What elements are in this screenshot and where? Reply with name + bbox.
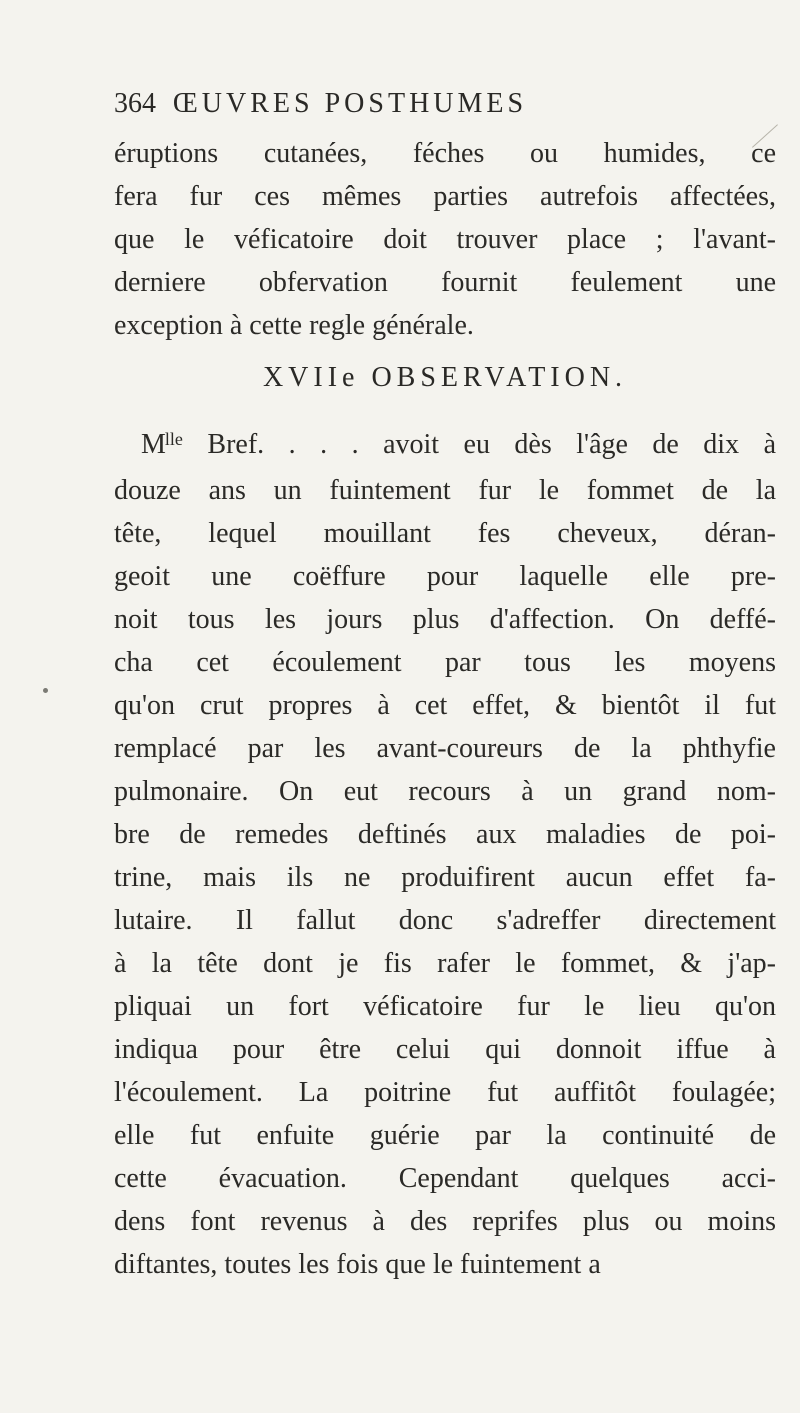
text-line: geoit une coëffure pour laquelle elle pre- — [114, 561, 776, 592]
opening-title: M — [141, 429, 166, 460]
running-title: ŒUVRES POSTHUMES — [172, 88, 528, 119]
text-line: remplacé par les avant-coureurs de la phthyfie — [114, 733, 776, 764]
text-line: bre de remedes deftinés aux maladies de poi- — [114, 819, 776, 850]
text-line: l'écoulement. La poitrine fut auffitôt foulagée; — [114, 1077, 776, 1108]
observation-heading: XVIIe OBSERVATION. — [262, 362, 628, 393]
text-line: cette évacuation. Cependant quelques acci- — [114, 1163, 776, 1194]
text-line: tête, lequel mouillant fes cheveux, déran- — [114, 518, 776, 549]
page-number: 364 — [114, 88, 156, 119]
text-line: qu'on crut propres à cet effet, & bientôt il fut — [114, 690, 776, 721]
text-line: à la tête dont je fis rafer le fommet, & j'ap- — [114, 948, 776, 979]
text-line: pulmonaire. On eut recours à un grand nom- — [114, 776, 776, 807]
observation-paragraph — [114, 423, 776, 1286]
text-line: trine, mais ils ne produifirent aucun effet fa- — [114, 862, 776, 893]
opening-line-text: Bref. . . . avoit eu dès l'âge de dix à — [207, 429, 776, 460]
top-paragraph — [114, 132, 776, 347]
text-line: indiqua pour être celui qui donnoit iffue à — [114, 1034, 776, 1065]
text-line: exception à cette regle générale. — [114, 310, 474, 341]
text-line: derniere obfervation fournit feulement une — [114, 267, 776, 298]
text-line: fera fur ces mêmes parties autrefois affectées, — [114, 181, 776, 212]
opening-line — [114, 423, 776, 469]
text-line: dens font revenus à des reprifes plus ou moins — [114, 1206, 776, 1237]
opening-title-suffix: lle — [164, 429, 183, 449]
text-line: noit tous les jours plus d'affection. On deffé- — [114, 604, 776, 635]
margin-dot — [43, 688, 48, 693]
text-line: cha cet écoulement par tous les moyens — [114, 647, 776, 678]
text-line: que le véficatoire doit trouver place ; l'avant- — [114, 224, 776, 255]
running-head — [114, 86, 774, 122]
text-line: diftantes, toutes les fois que le fuintement a — [114, 1249, 601, 1280]
text-line: douze ans un fuintement fur le fommet de la — [114, 475, 776, 506]
text-line: éruptions cutanées, féches ou humides, ce — [114, 138, 776, 169]
text-line: elle fut enfuite guérie par la continuité de — [114, 1120, 776, 1151]
text-line: pliquai un fort véficatoire fur le lieu qu'on — [114, 991, 776, 1022]
text-line: lutaire. Il fallut donc s'adreffer directement — [114, 905, 776, 936]
